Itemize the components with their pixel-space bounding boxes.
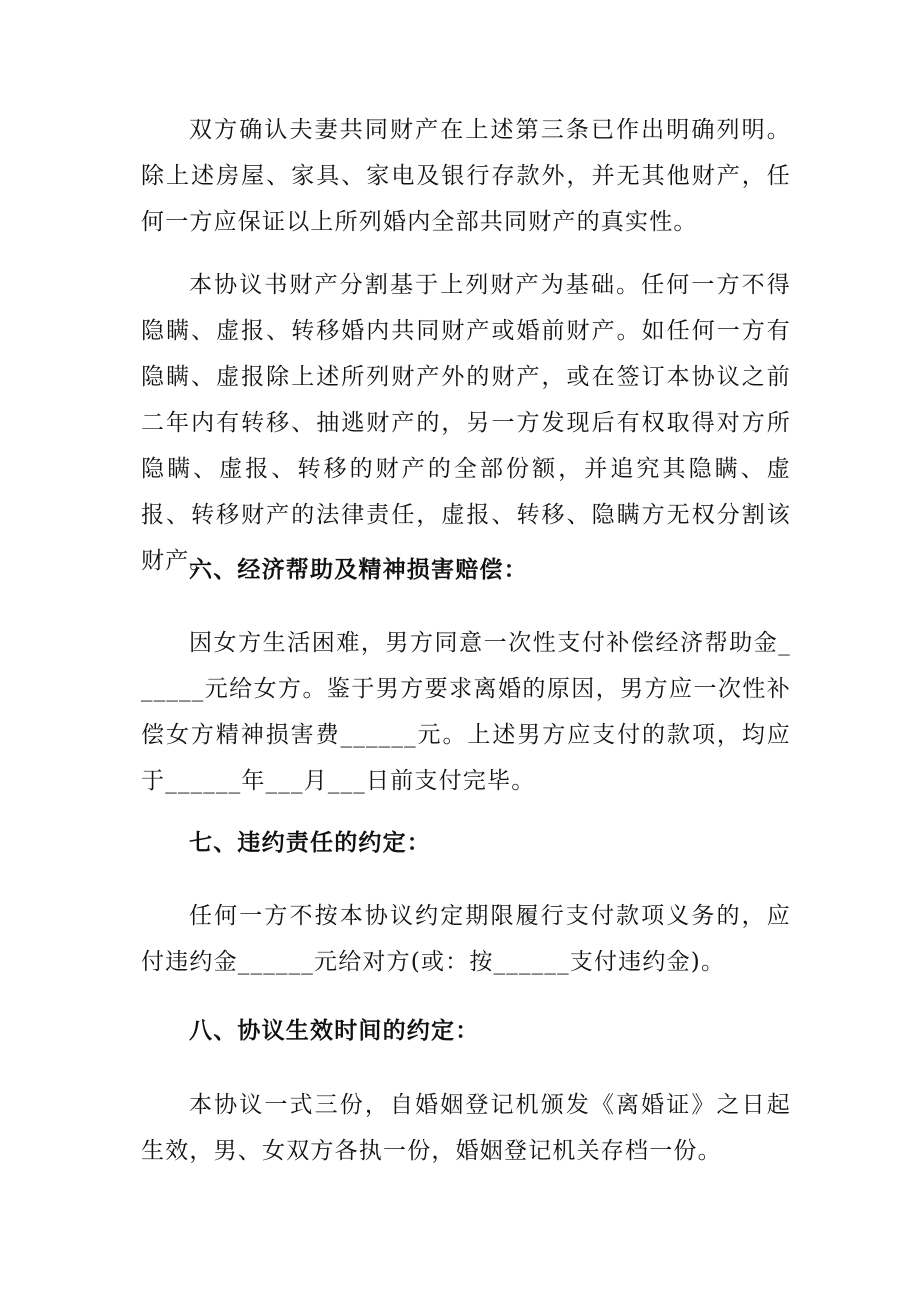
section-7-body: 任何一方不按本协议约定期限履行支付款项义务的，应付违约金______元给对方(或：按______支付违约金)。 — [141, 903, 791, 975]
section-8-heading: 八、协议生效时间的约定： — [189, 1017, 480, 1044]
section-6-heading: 六、经济帮助及精神损害赔偿： — [189, 556, 528, 583]
section-6-body: 因女方生活困难，男方同意一次性支付补偿经济帮助金______元给女方。鉴于男方要求离婚的原因，男方应一次性补偿女方精神损害费______元。上述男方应支付的款项，均应于______年___月___日前支付完毕。 — [141, 630, 791, 794]
paragraph-property-confirmation: 双方确认夫妻共同财产在上述第三条已作出明确列明。除上述房屋、家具、家电及银行存款外，并无其他财产，任何一方应保证以上所列婚内全部共同财产的真实性。 — [141, 117, 791, 235]
paragraph-property-division: 本协议书财产分割基于上列财产为基础。任何一方不得隐瞒、虚报、转移婚内共同财产或婚前财产。如任何一方有隐瞒、虚报除上述所列财产外的财产，或在签订本协议之前二年内有转移、抽逃财产的，另一方发现后有权取得对方所隐瞒、虚报、转移的财产的全部份额，并追究其隐瞒、虚报、转移财产的法律责任，虚报、转移、隐瞒方无权分割该财产。 — [141, 272, 791, 574]
section-7-heading: 七、违约责任的约定： — [189, 829, 431, 856]
section-8-body: 本协议一式三份，自婚姻登记机颁发《离婚证》之日起生效，男、女双方各执一份，婚姻登记机关存档一份。 — [141, 1092, 791, 1164]
